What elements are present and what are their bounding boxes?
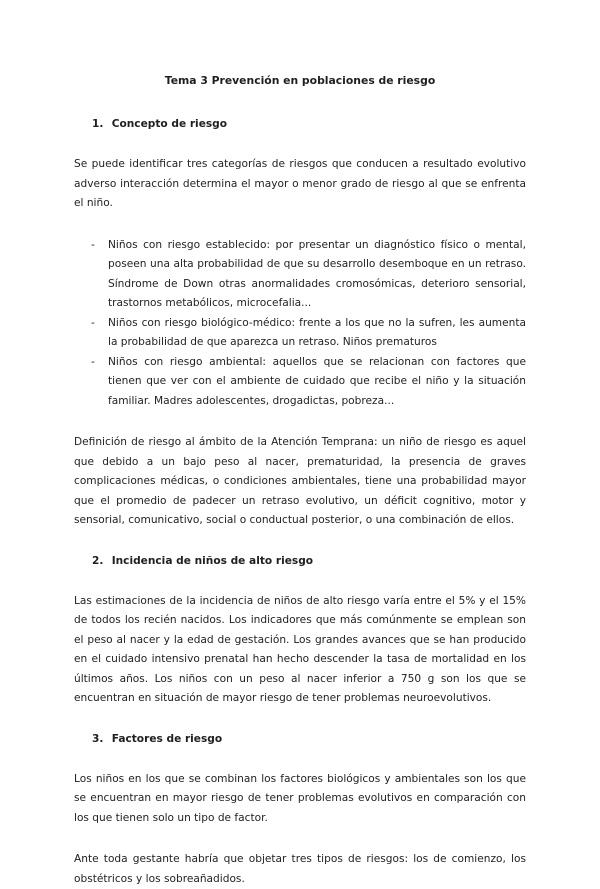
section-1-title: Concepto de riesgo [111, 118, 228, 130]
list-item-text: Niños con riesgo establecido: por presentar un diagnóstico físico o mental, poseen una alta probabilidad de que su desarrollo desemboque en un retraso. Síndrome de Down otras anormalidades cromosómicas, deterioro sensorial, trastornos metabólicos, microcefalia... [108, 238, 526, 309]
section-2-heading [74, 552, 526, 570]
section-2-number: 2. [92, 554, 104, 567]
list-item-text: Niños con riesgo ambiental: aquellos que se relacionan con factores que tienen que ver con el ambiente de cuidado que recibe el niño y la situación familiar. Madres adolescentes, drogadictas, pobreza... [108, 355, 526, 407]
list-item [91, 236, 526, 314]
list-dash: - [91, 238, 95, 251]
section-2-title: Incidencia de niños de alto riesgo [111, 554, 314, 567]
section-1-intro: Se puede identificar tres categorías de riesgos que conducen a resultado evolutivo adverso interacción determina el mayor o menor grado de riesgo al que se enfrenta el niño. [74, 158, 526, 209]
section-1-number: 1. [92, 118, 104, 130]
list-dash: - [91, 355, 95, 368]
list-item [91, 314, 526, 353]
section-2-body: Las estimaciones de la incidencia de niños de alto riesgo varía entre el 5% y el 15% de todos los recién nacidos. Los indicadores que más comúnmente se emplean son el peso al nacer y la edad de gestación. Los grandes avances que se han producido en el cuidado intensivo prenatal han hecho descender la tasa de mortalidad en los últimos años. Los niños con un peso al nacer inferior a 750 g son los que se encuentran en situación de mayor riesgo de tener problemas neuroevolutivos. [74, 594, 526, 704]
list-item-text: Niños con riesgo biológico-médico: frente a los que no la sufren, les aumenta la probabilidad de que aparezca un retraso. Niños prematuros [108, 316, 526, 348]
section-3-body: Los niños en los que se combinan los factores biológicos y ambientales son los que se encuentran en mayor riesgo de tener problemas evolutivos en comparación con los que tienen solo un tipo de factor. [74, 772, 526, 824]
risk-categories-list [74, 236, 526, 412]
list-dash: - [91, 316, 95, 329]
risk-definition-paragraph: Definición de riesgo al ámbito de la Atención Temprana: un niño de riesgo es aquel que debido a un bajo peso al nacer, prematuridad, la presencia de graves complicaciones médicas, o condiciones ambientales, tiene una probabilidad mayor que el promedio de padecer un retraso evolutivo, un déficit cognitivo, motor y sensorial, comunicativo, social o conductual posterior, o una combinación de ellos. [74, 436, 526, 526]
list-item [91, 353, 526, 412]
section-3-heading [74, 730, 526, 748]
section-3-number: 3. [92, 732, 104, 745]
section-3-body-2: Ante toda gestante habría que objetar tres tipos de riesgos: los de comienzo, los obstétricos y los sobreañadidos. [74, 853, 526, 885]
section-3-title: Factores de riesgo [111, 732, 223, 745]
document-title: Tema 3 Prevención en poblaciones de riesgo [164, 74, 436, 87]
section-1-heading [74, 115, 526, 133]
